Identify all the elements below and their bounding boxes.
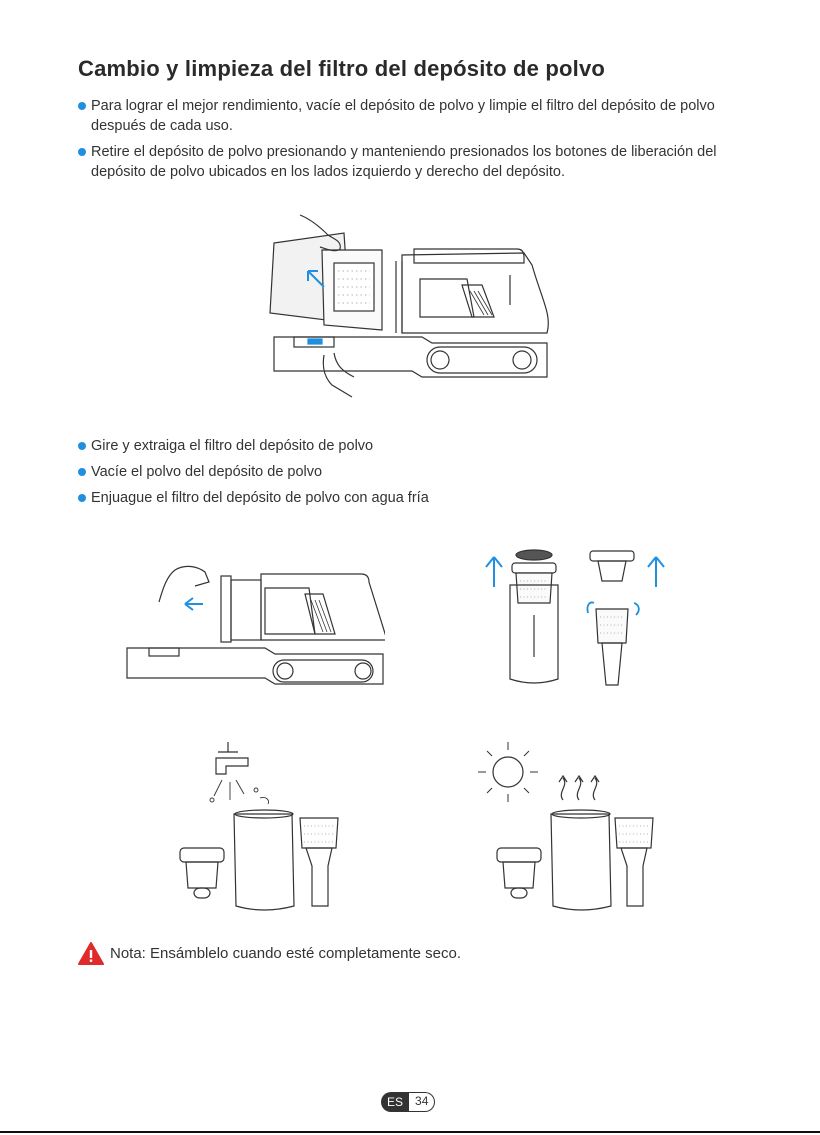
bullet-icon	[78, 102, 86, 110]
pull-filter-illustration	[125, 560, 385, 690]
page-title: Cambio y limpieza del filtro del depósito de polvo	[78, 56, 606, 81]
note-text: Nota: Ensámblelo cuando esté completamente seco.	[110, 945, 462, 962]
bullet-icon	[78, 494, 86, 502]
warning-icon	[78, 942, 104, 965]
bullet-icon	[78, 148, 86, 156]
instructions-list-mid	[78, 436, 758, 514]
dry-illustration	[475, 738, 675, 913]
page-number-badge	[381, 1092, 435, 1112]
page-number: 34	[409, 1092, 435, 1111]
remove-dust-container-illustration	[262, 205, 562, 405]
twist-filter-illustration	[478, 545, 678, 690]
list-item: Vacíe el polvo del depósito de polvo	[78, 462, 758, 482]
list-item: Gire y extraiga el filtro del depósito de polvo	[78, 436, 758, 456]
bullet-icon	[78, 468, 86, 476]
instructions-list-top	[78, 96, 758, 188]
bullet-icon	[78, 442, 86, 450]
note	[78, 942, 461, 965]
language-label: ES	[381, 1092, 409, 1112]
page-bottom-border	[0, 1131, 820, 1133]
list-item: Retire el depósito de polvo presionando y manteniendo presionados los botones de liberación del depósito de polvo ubicados en los lados izquierdo y derecho del depósito.	[78, 142, 758, 182]
list-item: Para lograr el mejor rendimiento, vacíe el depósito de polvo y limpie el filtro del depósito de polvo después de cada uso.	[78, 96, 758, 136]
rinse-illustration	[170, 738, 360, 913]
list-item: Enjuague el filtro del depósito de polvo con agua fría	[78, 488, 758, 508]
